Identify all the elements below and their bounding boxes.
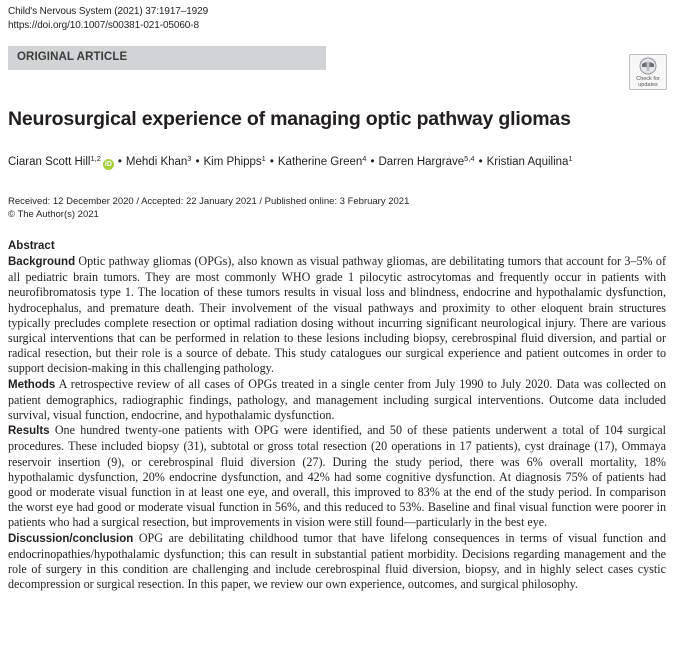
article-title: Neurosurgical experience of managing optic pathway gliomas <box>8 108 571 130</box>
author-name[interactable]: Mehdi Khan$^3$ <box>125 154 192 168</box>
section-text: OPG are debilitating childhood tumor that have lifelong consequences in terms of visual function and endocrinopathies/hypothalamic dysfunction; this can result in substantial patient morbidity. Decisions regarding management and the role of surgery in this condition are challenging and include cerebrospinal fluid diversion, biopsy, and in highly select cases cystic decompression or surgical resection. In this paper, we review our own experience, outcomes, and surgical philosophy. <box>8 530 666 592</box>
abstract-section-background <box>8 254 666 377</box>
check-for-updates-button[interactable] <box>629 54 667 90</box>
author-name[interactable]: Ciaran Scott Hill$^{1,2}$iD <box>8 154 112 168</box>
crossmark-icon <box>639 57 657 75</box>
abstract-body <box>8 254 666 592</box>
copyright-notice: © The Author(s) 2021 <box>8 209 99 220</box>
article-type-banner <box>8 46 326 70</box>
section-label: Results <box>8 425 50 438</box>
section-text: Optic pathway gliomas (OPGs), also known as visual pathway gliomas, are debilitating tumors that account for 3–5% of all pediatric brain tumors. They are most commonly WHO grade 1 pilocytic astrocytomas and frequently occur in patients with neurofibromatosis type 1. The location of these tumors results in visual loss and blindness, endocrine and hypothalamic dysfunction, hydrocephalus, and premature death. Their involvement of the visual pathways and proximity to other eloquent brain structures typically precludes complete resection or optimal radiation dosing without incurring significant neurological injury. There are various surgical interventions that can be performed in relation to these lesions including biopsy, cerebrospinal fluid diversion, and partial or radical resection, but their role is a source of debate. This study catalogues our surgical experience and patient outcomes in order to support decision-making in this challenging pathology. <box>8 254 666 376</box>
author-name[interactable]: Darren Hargrave$^{5,4}$ <box>378 154 475 168</box>
section-label: Background <box>8 256 76 268</box>
author-name[interactable]: Kristian Aquilina$^1$ <box>486 154 573 168</box>
author-separator: • <box>370 156 375 168</box>
orcid-icon[interactable]: iD <box>104 161 112 168</box>
author-separator: • <box>117 156 122 168</box>
section-label: Discussion/conclusion <box>8 532 134 545</box>
abstract-section-results <box>8 423 666 530</box>
author-separator: • <box>269 156 274 168</box>
abstract-section-methods <box>8 377 666 424</box>
publication-dates: Received: 12 December 2020 / Accepted: 22 January 2021 / Published online: 3 February 2021 <box>8 196 410 207</box>
author-separator: • <box>478 156 483 168</box>
abstract-heading: Abstract <box>8 240 55 252</box>
doi-link[interactable]: https://doi.org/10.1007/s00381-021-05060-8 <box>8 20 199 31</box>
author-name[interactable]: Katherine Green$^4$ <box>277 154 367 168</box>
journal-citation: Child's Nervous System (2021) 37:1917–1929 <box>8 6 209 17</box>
section-text: One hundred twenty-one patients with OPG were identified, and 50 of these patients underwent a total of 104 surgical procedures. These included biopsy (31), subtotal or gross total resection (20 operations in 17 patients), cyst drainage (17), Ommaya reservoir insertion (9), or cerebrospinal fluid diversion (27). During the study period, there was 6% overall mortality, 18% hypothalamic dysfunction, 20% endocrine dysfunction, and 42% had some cognitive dysfunction. At diagnosis 75% of patients had good or moderate visual function in at least one eye, and overall, this improved to 83% at the end of the study period. In comparison the worst eye had good or moderate visual function in 56%, and this reduced to 53%. Baseline and final visual function were poorer in patients who had a surgical resection, but improvements in vision were still found—particularly in the best eye. <box>8 423 666 530</box>
author-separator: • <box>195 156 200 168</box>
check-updates-text: Check for updates <box>636 76 660 88</box>
abstract-section-conclusion <box>8 531 666 593</box>
section-text: A retrospective review of all cases of OPGs treated in a single center from July 1990 to July 2020. Data was collected on patient demographics, radiographic findings, pathology, and management including surgical interventions. Outcome data included survival, visual function, endocrine, and hypothalamic dysfunction. <box>8 376 666 423</box>
author-name[interactable]: Kim Phipps$^1$ <box>203 154 266 168</box>
author-list <box>8 154 573 170</box>
section-label: Methods <box>8 378 56 391</box>
article-type-label: ORIGINAL ARTICLE <box>17 51 128 63</box>
